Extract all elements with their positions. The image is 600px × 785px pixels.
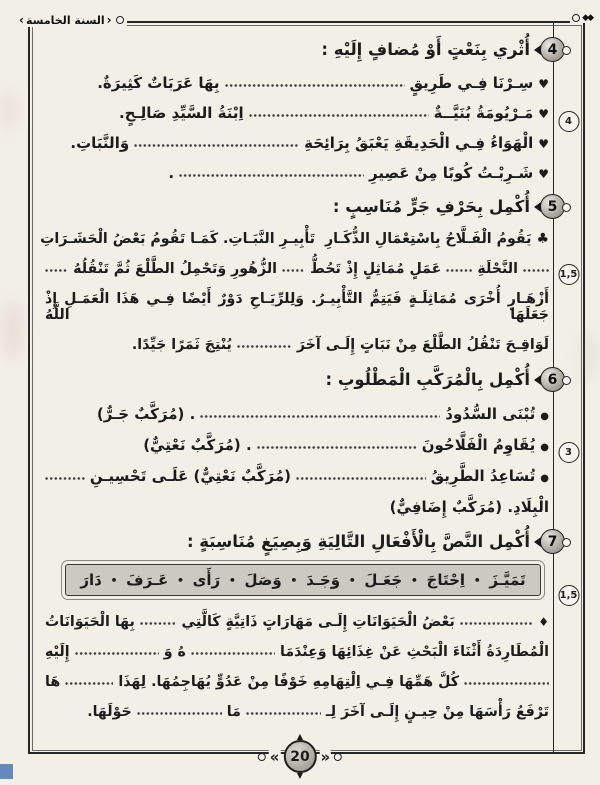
label-chevron-right-icon: › bbox=[19, 13, 24, 27]
dot-bullet-icon: ● bbox=[540, 473, 549, 484]
exercise7-number-badge: 7 bbox=[540, 529, 565, 554]
blank-dots bbox=[134, 143, 299, 148]
border-end-ring bbox=[572, 14, 580, 22]
paragraph-text: يُنْتِجَ ثَمَرًا جَيِّدًا. bbox=[131, 337, 232, 353]
separator-dot-icon: • bbox=[473, 573, 481, 587]
item-text: مَـرْيُومَةُ بُنَيَّــةٌ bbox=[433, 104, 534, 122]
year-label bbox=[16, 13, 127, 27]
paragraph-line bbox=[45, 337, 549, 353]
item-text: . bbox=[168, 164, 175, 182]
paragraph-text: تَرْفَعُ رَأْسَهَا مِنْ حِيـنٍ إِلَـى آخَرَ لِـ bbox=[325, 704, 549, 720]
year-label-text: السنة الخامسة bbox=[25, 13, 105, 27]
blank-dots bbox=[45, 476, 85, 481]
separator-dot-icon: • bbox=[176, 573, 184, 587]
blank-dots bbox=[446, 268, 472, 273]
blank-dots bbox=[257, 445, 417, 450]
blank-dots bbox=[200, 414, 440, 419]
item-text: يُقَاوِمُ الْفَلَّاحُونَ bbox=[421, 436, 536, 454]
exercise6-items bbox=[45, 405, 549, 516]
blank-dots bbox=[246, 711, 321, 716]
exercise6-item bbox=[45, 436, 549, 454]
paragraph-text: هُ وَ bbox=[163, 644, 186, 660]
paragraph-text: حَوْلَهَا. bbox=[87, 704, 132, 720]
exercise4-item bbox=[45, 164, 549, 182]
exercise4-heading bbox=[45, 37, 558, 62]
exercise6-number-badge: 6 bbox=[540, 367, 565, 392]
paragraph-text: بِهَا الْحَيَوَانَاتُ bbox=[45, 614, 135, 630]
exercise7-heading bbox=[45, 529, 558, 554]
paragraph-line bbox=[45, 261, 549, 277]
separator-dot-icon: • bbox=[290, 573, 298, 587]
paragraph-text: عَمَلٍ مُمَاثِلٍ إِذْ تَحُطُّ bbox=[310, 261, 442, 277]
item-text: (مُرَكَّبٌ نَعْتِيٌّ) عَلَـى تَحْسِيـنِ bbox=[89, 467, 292, 485]
scan-smudge bbox=[2, 300, 24, 360]
label-chevron-left-icon: ‹ bbox=[106, 13, 112, 27]
blank-dots bbox=[296, 476, 426, 481]
exercise7-paragraph bbox=[45, 614, 549, 720]
heart-bullet-icon: ♥ bbox=[538, 107, 549, 121]
paragraph-text: إِلَيْهِ bbox=[44, 644, 70, 660]
page-number-ornament bbox=[258, 732, 342, 780]
score-badge-q6: 3 bbox=[558, 442, 579, 463]
verb-option: دَارَ bbox=[80, 571, 102, 589]
dot-bullet-icon: ● bbox=[540, 442, 549, 453]
paragraph-text: كُلَّ هَمِّهَا فِـي اِلْتِهَامِهِ خَوْفًا مِنْ عَدُوٍّ يُهَاجِمُهَا. لِهَذَا bbox=[118, 674, 459, 690]
paragraph-text: الزُّهُورِ وَتَحْمِلُ الطَّلْعَ ثُمَّ تَنْقُلُهُ bbox=[73, 261, 278, 277]
verb-option: اِحْتَاجَ bbox=[426, 571, 466, 589]
separator-dot-icon: • bbox=[348, 573, 356, 587]
border-end-ring bbox=[116, 16, 124, 24]
exercise4-item bbox=[45, 134, 549, 152]
paragraph-text: تَأْبِيـرِ النَّبَـاتِ. كَمَـا تَقُومُ بَعْضُ الْحَشَـرَاتِ bbox=[40, 231, 315, 247]
exercise4-item bbox=[45, 104, 549, 122]
blank-dots bbox=[282, 268, 305, 273]
blank-dots bbox=[140, 621, 177, 626]
page-chevron-right-icon: » bbox=[269, 747, 280, 766]
item-text: سِـرْنَا فِـي طَرِيقٍ bbox=[409, 74, 534, 92]
item-text: الْهَوَاءُ فِـي الْحَدِيقَةِ يَعْبَقُ بِرَائِحَةِ bbox=[304, 134, 534, 152]
verb-option: رَأَى bbox=[192, 571, 221, 589]
finial-ornament-icon: ▼ bbox=[296, 771, 304, 780]
blank-dots bbox=[523, 268, 549, 273]
item-text: بِهَا عَرَبَاتٌ كَثِيرَةٌ. bbox=[97, 74, 220, 92]
heart-bullet-icon: ♥ bbox=[538, 167, 549, 181]
paragraph-line bbox=[45, 704, 549, 720]
heart-bullet-icon: ♥ bbox=[538, 77, 549, 91]
exercise5-paragraph bbox=[40, 231, 549, 353]
exercise7-title: أُكْمِل النَّصَّ بِالْأَفْعَالِ التَّالِيَةِ وَبِصِيَغٍ مُنَاسِبَةٍ : bbox=[186, 532, 530, 551]
exercise5-title: أُكْمِل بِحَرْفِ جَرٍّ مُنَاسِبٍ : bbox=[332, 197, 530, 216]
paragraph-text: الْمُطَارِدَةُ أَثْنَاءَ الْبَحْثِ عَنْ غِذَائِهَا وَعِنْدَمَا bbox=[280, 644, 549, 660]
verb-option: تَمَيَّـزَ bbox=[489, 571, 526, 589]
paragraph-line: أَزْهَـارٍ أُخْرَى مُمَاثِلَـةٍ فَيَتِمُّ التَّأْبِيـرُ. وَلِلرِّيَـاحِ دَوْرٌ أَيْضًا فِـي هَذَا الْعَمَـلِ إِذْ جَعَلَهَا اللَّهُ bbox=[45, 291, 549, 323]
exercise6-item bbox=[45, 405, 549, 423]
exercise4-title: أُثْري بِنَعْتٍ أَوْ مُضافٍ إِلَيْهِ : bbox=[321, 40, 530, 59]
item-text: . (مُرَكَّبٌ نَعْتِيٌّ) bbox=[143, 436, 252, 454]
corner-ornament bbox=[570, 13, 594, 23]
blank-dots bbox=[464, 681, 549, 686]
paragraph-text: مَا bbox=[226, 704, 241, 720]
blank-dots bbox=[460, 621, 533, 626]
border-end-ring bbox=[334, 753, 342, 761]
club-bullet-icon: ♣ bbox=[536, 231, 549, 247]
verb-option: عَـرَفَ bbox=[126, 571, 169, 589]
page-number: 20 bbox=[290, 748, 310, 765]
border-end-ring bbox=[258, 753, 266, 761]
score-badge-q5: 1,5 bbox=[558, 264, 579, 285]
blank-dots bbox=[179, 173, 364, 178]
paragraph-line bbox=[45, 644, 549, 660]
paragraph-line bbox=[45, 614, 549, 630]
paragraph-text: هَا bbox=[45, 674, 61, 690]
paragraph-text: النَّحْلَةِ bbox=[477, 261, 518, 277]
blank-dots bbox=[45, 268, 68, 273]
exercise5-heading bbox=[45, 194, 558, 219]
paragraph-line bbox=[45, 674, 549, 690]
exercise6-item-continuation bbox=[45, 498, 549, 516]
exercise6-title: أُكْمِل بِالْمُرَكَّبِ الْمَطْلُوبِ : bbox=[325, 370, 530, 389]
separator-dot-icon: • bbox=[410, 573, 418, 587]
item-text: اِبْنَةُ السَّيِّدِ صَالِـحٍ. bbox=[118, 104, 244, 122]
exercise6-item bbox=[45, 467, 549, 485]
verb-option: جَعَـلَ bbox=[364, 571, 403, 589]
verb-option: وَصَلَ bbox=[244, 571, 282, 589]
diamond-bullet-icon: ♦ bbox=[538, 615, 549, 629]
paragraph-text: يَقُومُ الْفَـلَّاحُ بِاسْتِعْمَالِ الذُّكَـارِ bbox=[325, 231, 532, 247]
score-badge-q7: 1,5 bbox=[558, 585, 579, 606]
item-text: الْبِلَادِ. (مُرَكَّبٌ إِضَافِيٌّ) bbox=[389, 498, 549, 516]
paragraph-text: بَعْضُ الْحَيَوَانَاتِ إِلَـى مَهَارَاتٍ ذَاتِيَّةٍ كَالَّتِي bbox=[181, 614, 455, 630]
score-badge-q4: 4 bbox=[558, 111, 579, 132]
diamond-ornament-icon: ◆◆ bbox=[582, 13, 592, 23]
page-chevron-left-icon: « bbox=[320, 747, 331, 766]
heart-bullet-icon: ♥ bbox=[538, 137, 549, 151]
worksheet-content bbox=[37, 23, 558, 752]
blank-dots bbox=[65, 681, 113, 686]
verb-option: وَجَـدَ bbox=[306, 571, 341, 589]
blank-dots bbox=[237, 344, 292, 349]
dot-bullet-icon: ● bbox=[540, 411, 549, 422]
item-text: . (مُرَكَّبٌ جَـرٌّ) bbox=[96, 405, 196, 423]
paragraph-line bbox=[40, 231, 549, 247]
blank-dots bbox=[191, 651, 275, 656]
item-text: تُبْنَى السُّدُودُ bbox=[445, 405, 536, 423]
item-text: تُسَاعِدُ الطَّرِيقُ bbox=[430, 467, 536, 485]
blank-dots bbox=[249, 113, 429, 118]
page-border-frame bbox=[28, 21, 585, 754]
item-text: وَالنَّبَاتِ. bbox=[70, 134, 130, 152]
separator-dot-icon: • bbox=[228, 573, 236, 587]
verb-bank bbox=[65, 564, 541, 596]
separator-dot-icon: • bbox=[110, 573, 118, 587]
scan-smudge bbox=[0, 90, 18, 130]
blank-dots bbox=[75, 651, 159, 656]
exercise4-items bbox=[45, 74, 549, 182]
page-number-circle bbox=[284, 732, 317, 780]
exercise4-item bbox=[45, 74, 549, 92]
finial-ornament-icon: ▲ bbox=[296, 732, 304, 741]
paragraph-text: لَوَاقِـحَ تَنْقُلُ الطَّلْعَ مِنْ نَبَاتٍ إِلَـى آخَرَ bbox=[296, 337, 549, 353]
scan-blue-mark bbox=[0, 764, 13, 779]
item-text: شَـرِبْـتُ كُوبًا مِنْ عَصِيرِ bbox=[369, 164, 534, 182]
blank-dots bbox=[137, 711, 222, 716]
exercise4-number-badge: 4 bbox=[540, 37, 565, 62]
blank-dots bbox=[225, 83, 405, 88]
exercise6-heading bbox=[45, 367, 558, 392]
exercise5-number-badge: 5 bbox=[540, 194, 565, 219]
